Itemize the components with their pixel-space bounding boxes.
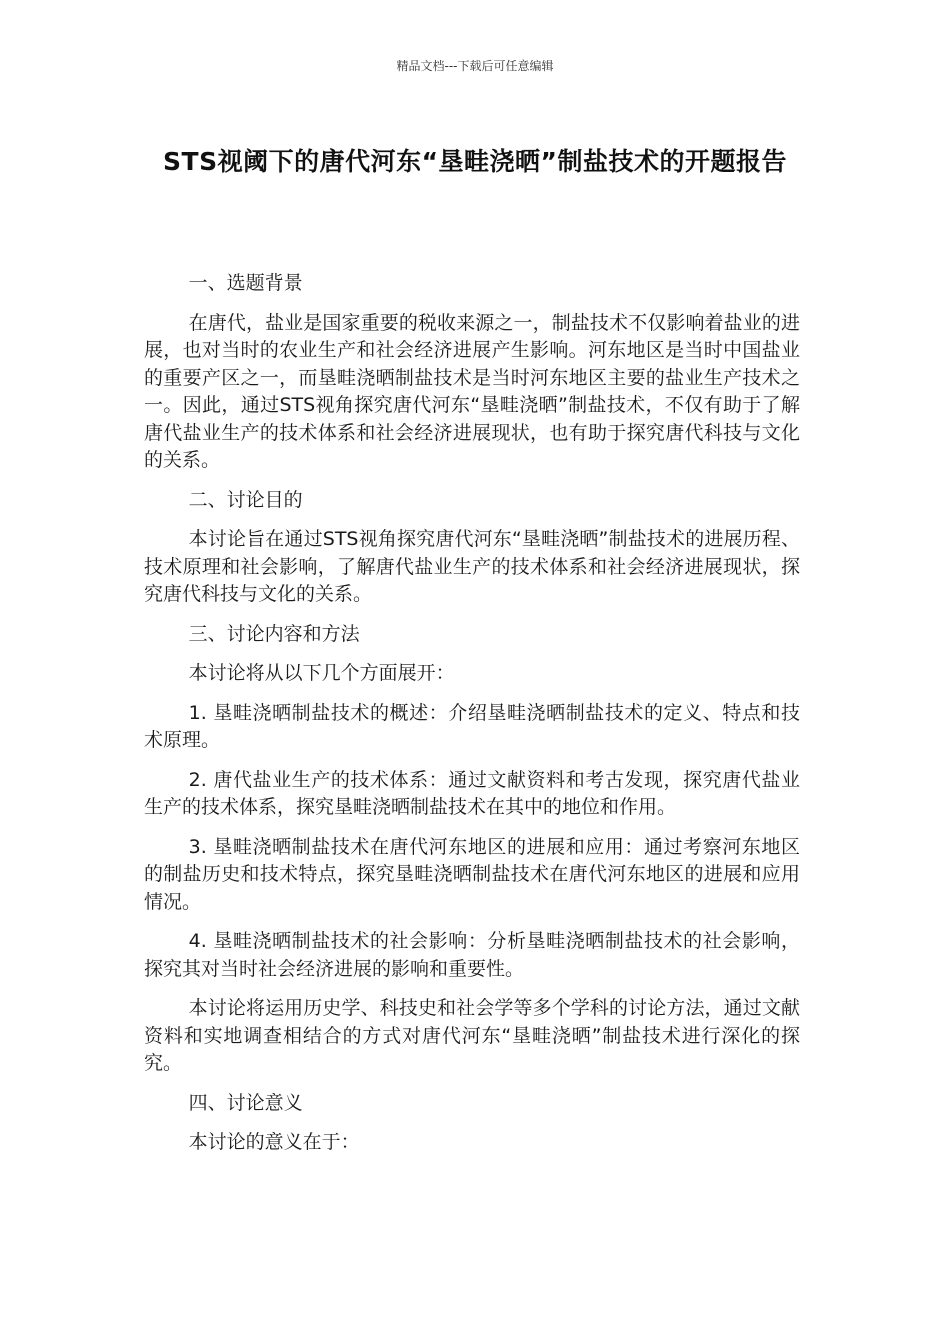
list-item: 4. 垦畦浇晒制盐技术的社会影响：分析垦畦浇晒制盐技术的社会影响，探究其对当时社会经济进展的影响和重要性。 (144, 930, 800, 980)
page-header: 精品文档---下载后可任意编辑 (396, 59, 554, 73)
methods-paragraph: 本讨论将运用历史学、科技史和社会学等多个学科的讨论方法，通过文献资料和实地调查相结合的方式对唐代河东“垦畦浇晒”制盐技术进行深化的探究。 (144, 997, 800, 1074)
section-heading-significance: 四、讨论意义 (188, 1091, 303, 1114)
section-heading-purpose: 二、讨论目的 (188, 488, 303, 511)
list-item: 2. 唐代盐业生产的技术体系：通过文献资料和考古发现，探究唐代盐业生产的技术体系，探究垦畦浇晒制盐技术在其中的地位和作用。 (144, 768, 800, 818)
significance-intro: 本讨论的意义在于： (188, 1131, 360, 1153)
section-heading-content-methods: 三、讨论内容和方法 (188, 622, 360, 645)
background-paragraph: 在唐代，盐业是国家重要的税收来源之一，制盐技术不仅影响着盐业的进展，也对当时的农业生产和社会经济进展产生影响。河东地区是当时中国盐业的重要产区之一，而垦畦浇晒制盐技术是当时河东地区主要的盐业生产技术之一。因此，通过STS视角探究唐代河东“垦畦浇晒”制盐技术，不仅有助于了解唐代盐业生产的技术体系和社会经济进展现状，也有助于探究唐代科技与文化的关系。 (144, 311, 800, 471)
list-item: 1. 垦畦浇晒制盐技术的概述：介绍垦畦浇晒制盐技术的定义、特点和技术原理。 (144, 701, 800, 751)
content-intro: 本讨论将从以下几个方面展开： (188, 662, 455, 684)
document-title: STS视阈下的唐代河东“垦畦浇晒”制盐技术的开题报告 (163, 147, 787, 176)
list-item: 3. 垦畦浇晒制盐技术在唐代河东地区的进展和应用：通过考察河东地区的制盐历史和技术特点，探究垦畦浇晒制盐技术在唐代河东地区的进展和应用情况。 (144, 835, 800, 913)
purpose-paragraph: 本讨论旨在通过STS视角探究唐代河东“垦畦浇晒”制盐技术的进展历程、技术原理和社会影响，了解唐代盐业生产的技术体系和社会经济进展现状，探究唐代科技与文化的关系。 (144, 528, 800, 605)
document-body (144, 270, 800, 1169)
section-heading-background: 一、选题背景 (188, 272, 303, 294)
